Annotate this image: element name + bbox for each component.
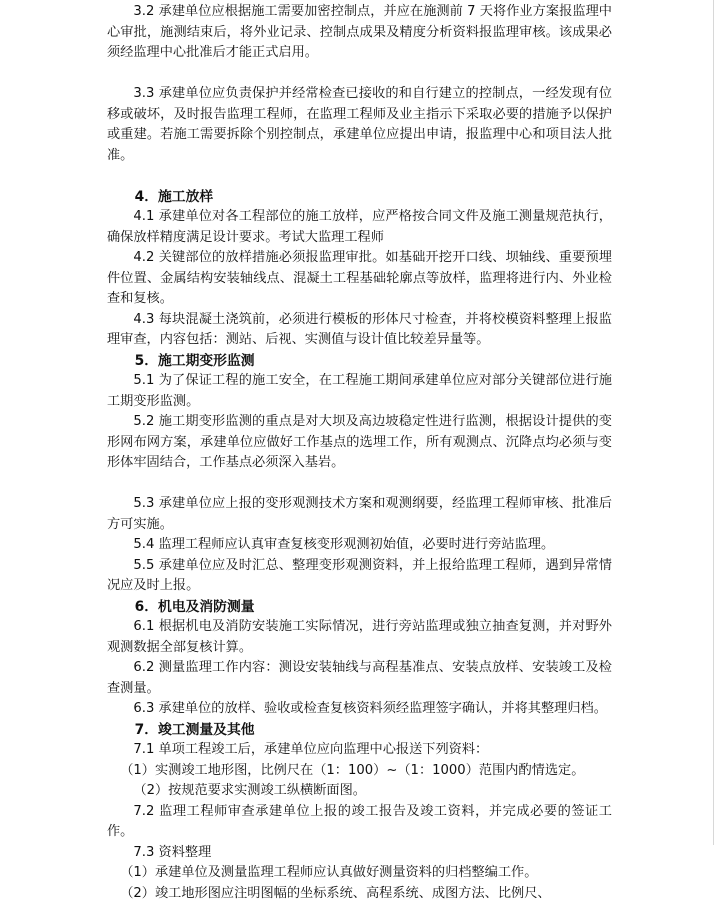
- paragraph: 6.2 测量监理工作内容：测设安装轴线与高程基准点、安装点放样、安装竣工及检查测量。: [107, 658, 612, 699]
- blank-line: [107, 474, 612, 495]
- paragraph: 5.5 承建单位应及时汇总、整理变形观测资料，并上报给监理工程师，遇到异常情况应及时上报。: [107, 556, 612, 597]
- paragraph: 5.4 监理工程师应认真审查复核变形观测初始值，必要时进行旁站监理。: [107, 535, 612, 556]
- paragraph: 3.3 承建单位应负责保护并经常检查已接收的和自行建立的控制点，一经发现有位移或破坏，及时报告监理工程师，在监理工程师及业主指示下采取必要的措施予以保护或重建。若施工需要拆除个别控制点，承建单位应提出申请，报监理中心和项目法人批准。: [107, 84, 612, 166]
- paragraph: 7.2 监理工程师审查承建单位上报的竣工报告及竣工资料，并完成必要的签证工作。: [107, 802, 612, 843]
- section-heading: 4．施工放样: [107, 187, 612, 208]
- paragraph: 6.1 根据机电及消防安装施工实际情况，进行旁站监理或独立抽查复测，并对野外观测数据全部复核计算。: [107, 617, 612, 658]
- paragraph: 7.3 资料整理: [107, 843, 612, 864]
- paragraph: 4.1 承建单位对各工程部位的施工放样，应严格按合同文件及施工测量规范执行，确保放样精度满足设计要求。考试大监理工程师: [107, 207, 612, 248]
- paragraph: 7.1 单项工程竣工后，承建单位应向监理中心报送下列资料：: [107, 740, 612, 761]
- paragraph: 5.3 承建单位应上报的变形观测技术方案和观测纲要，经监理工程师审核、批准后方可实施。: [107, 494, 612, 535]
- paragraph: 5.1 为了保证工程的施工安全，在工程施工期间承建单位应对部分关键部位进行施工期变形监测。: [107, 371, 612, 412]
- paragraph: 4.2 关键部位的放样措施必须报监理审批。如基础开挖开口线、坝轴线、重要预埋件位置、金属结构安装轴线点、混凝土工程基础轮廓点等放样，监理将进行内、外业检查和复核。: [107, 248, 612, 310]
- blank-line: [107, 64, 612, 85]
- blank-line: [107, 166, 612, 187]
- list-item: （1）实测竣工地形图，比例尺在（1：100）~（1：1000）范围内酌情选定。: [107, 761, 612, 782]
- paragraph: 3.2 承建单位应根据施工需要加密控制点，并应在施测前 7 天将作业方案报监理中心审批，施测结束后，将外业记录、控制点成果及精度分析资料报监理审核。该成果必须经监理中心批准后才能正式启用。: [107, 2, 612, 64]
- paragraph: （2）按规范要求实测竣工纵横断面图。: [107, 781, 612, 802]
- paragraph: 6.3 承建单位的放样、验收或检查复核资料须经监理签字确认，并将其整理归档。: [107, 699, 612, 720]
- document-body: [107, 2, 612, 904]
- list-item: （1）承建单位及测量监理工程师应认真做好测量资料的归档整编工作。: [107, 863, 612, 884]
- section-heading: 5．施工期变形监测: [107, 351, 612, 372]
- section-heading: 7．竣工测量及其他: [107, 720, 612, 741]
- section-heading: 6．机电及消防测量: [107, 597, 612, 618]
- paragraph: 5.2 施工期变形监测的重点是对大坝及高边坡稳定性进行监测，根据设计提供的变形网布网方案，承建单位应做好工作基点的选埋工作，所有观测点、沉降点均必须与变形体牢固结合，工作基点必须深入基岩。: [107, 412, 612, 474]
- list-item: （2）竣工地形图应注明图幅的坐标系统、高程系统、成图方法、比例尺、: [107, 884, 612, 904]
- paragraph: 4.3 每块混凝土浇筑前，必须进行模板的形体尺寸检查，并将校模资料整理上报监理审查，内容包括：测站、后视、实测值与设计值比较差异量等。: [107, 310, 612, 351]
